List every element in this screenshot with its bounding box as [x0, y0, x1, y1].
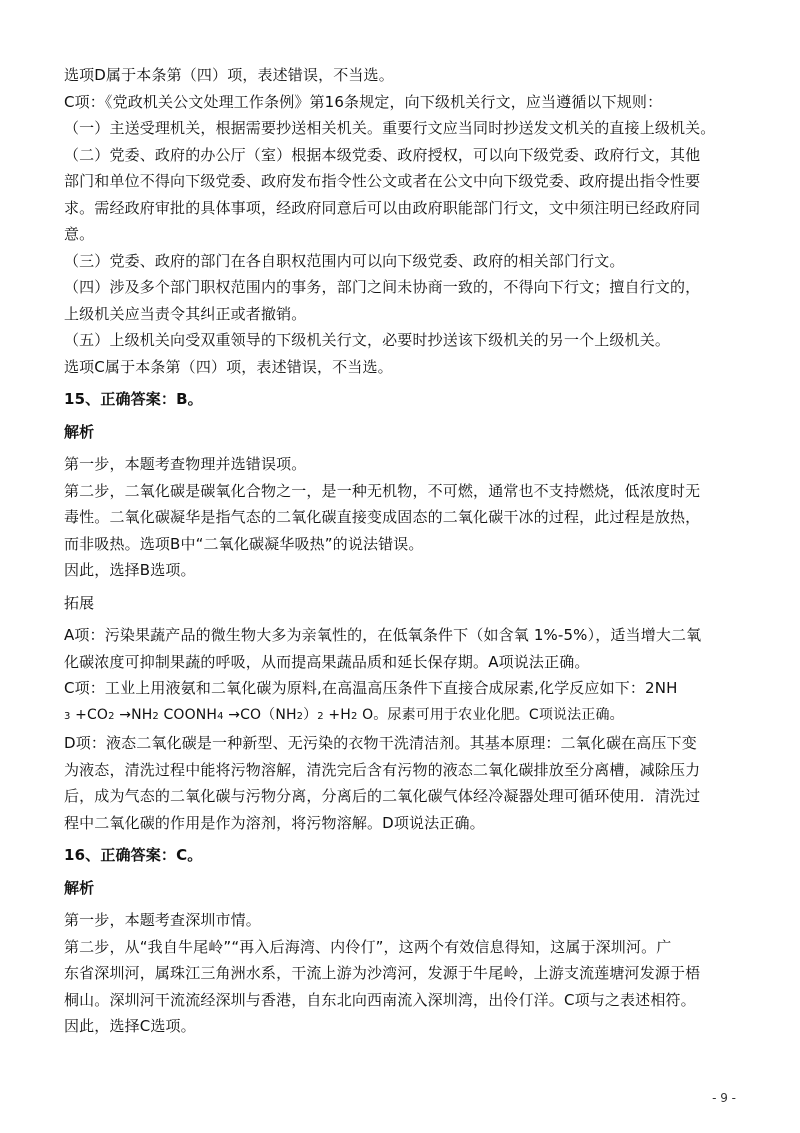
paragraph-line: 意。 — [64, 225, 95, 243]
paragraph-line: 第二步，从“我自牛尾岭”“再入后海湾、内伶仃”，这两个有效信息得知，这属于深圳河。广 — [64, 937, 672, 956]
paragraph-line: 选项C属于本条第（四）项，表述错误，不当选。 — [64, 357, 393, 376]
analysis-heading: 解析 — [64, 422, 95, 441]
paragraph-line: 部门和单位不得向下级党委、政府发布指令性公文或者在公文中向下级党委、政府提出指令性要 — [64, 172, 701, 190]
paragraph-line: 第一步，本题考查物理并选错误项。 — [64, 455, 307, 473]
paragraph-line: （一）主送受理机关，根据需要抄送相关机关。重要行文应当同时抄送发文机关的直接上级机关。 — [64, 119, 716, 137]
paragraph-line: 上级机关应当责令其纠正或者撤销。 — [64, 304, 307, 323]
paragraph-line: 东省深圳河，属珠江三角洲水系，干流上游为沙湾河，发源于牛尾岭，上游支流莲塘河发源于梧 — [64, 964, 701, 982]
paragraph-line: 程中二氧化碳的作用是作为溶剂，将污物溶解。D项说法正确。 — [64, 813, 485, 832]
paragraph-line: 求。需经政府审批的具体事项，经政府同意后可以由政府职能部门行文，文中须注明已经政府同 — [64, 198, 701, 217]
page-number: - 9 - — [712, 1091, 736, 1105]
answer-heading-16: 16、正确答案：C。 — [64, 846, 203, 864]
paragraph-line: D项：液态二氧化碳是一种新型、无污染的衣物干洗清洁剂。其基本原理：二氧化碳在高压下变 — [64, 734, 697, 752]
paragraph-line: （二）党委、政府的办公厅（室）根据本级党委、政府授权，可以向下级党委、政府行文，其他 — [64, 145, 701, 164]
paragraph-line: 后，成为气态的二氧化碳与污物分离，分离后的二氧化碳气体经冷凝器处理可循环使用．清洗过 — [64, 787, 701, 805]
chemical-equation-line: 3 +CO2 →NH2 COONH4 →CO（NH2）2 +H2 O。尿素可用于农业化肥。C项说法正确。 — [64, 706, 624, 723]
paragraph-line: （四）涉及多个部门职权范围内的事务，部门之间未协商一致的，不得向下行文；擅自行文的， — [64, 278, 701, 296]
paragraph-line: 选项D属于本条第（四）项，表述错误，不当选。 — [64, 66, 394, 84]
paragraph-line: C项：工业上用液氨和二氧化碳为原料,在高温高压条件下直接合成尿素,化学反应如下：2NH — [64, 679, 678, 697]
extension-heading: 拓展 — [64, 593, 95, 612]
paragraph-line: A项：污染果蔬产品的微生物大多为亲氧性的，在低氧条件下（如含氧 1%-5%），适当增大二氧 — [64, 626, 702, 644]
paragraph-line: 第一步，本题考查深圳市情。 — [64, 911, 261, 929]
paragraph-line: 桐山。深圳河干流流经深圳与香港，自东北向西南流入深圳湾，出伶仃洋。C项与之表述相符。 — [64, 990, 696, 1009]
paragraph-line: C项：《党政机关公文处理工作条例》第16条规定，向下级机关行文，应当遵循以下规则： — [64, 92, 663, 111]
paragraph-line: 为液态，清洗过程中能将污物溶解，清洗完后含有污物的液态二氧化碳排放至分离槽，减除压力 — [64, 760, 701, 779]
paragraph-line: （五）上级机关向受双重领导的下级机关行文，必要时抄送该下级机关的另一个上级机关。 — [64, 331, 671, 349]
document-body — [64, 62, 744, 1040]
paragraph-line: （三）党委、政府的部门在各自职权范围内可以向下级党委、政府的相关部门行文。 — [64, 251, 625, 270]
answer-heading-15: 15、正确答案：B。 — [64, 390, 203, 408]
paragraph-line: 毒性。二氧化碳凝华是指气态的二氧化碳直接变成固态的二氧化碳干冰的过程，此过程是放热， — [64, 508, 701, 526]
analysis-heading: 解析 — [64, 878, 95, 897]
paragraph-line: 第二步，二氧化碳是碳氧化合物之一，是一种无机物，不可燃，通常也不支持燃烧，低浓度时无 — [64, 481, 701, 500]
paragraph-line: 因此，选择C选项。 — [64, 1017, 196, 1035]
paragraph-line: 因此，选择B选项。 — [64, 561, 196, 579]
paragraph-line: 而非吸热。选项B中“二氧化碳凝华吸热”的说法错误。 — [64, 534, 424, 553]
paragraph-line: 化碳浓度可抑制果蔬的呼吸，从而提高果蔬品质和延长保存期。A项说法正确。 — [64, 652, 590, 671]
